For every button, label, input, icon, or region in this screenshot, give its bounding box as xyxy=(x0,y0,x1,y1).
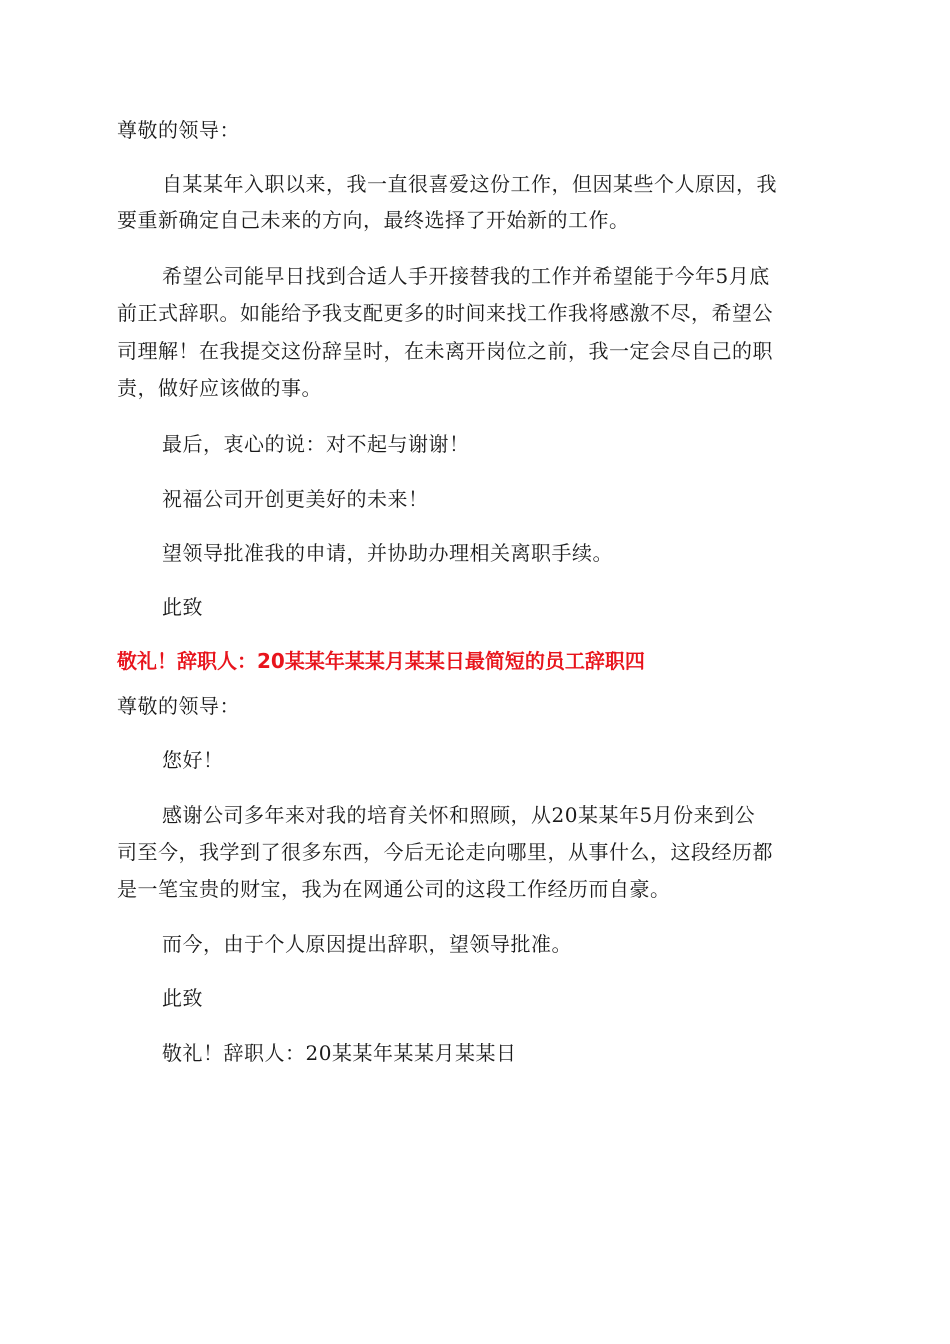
paragraph-line: 是一笔宝贵的财宝，我为在网通公司的这段工作经历而自豪。 xyxy=(117,877,671,901)
salutation: 尊敬的领导： xyxy=(117,118,240,142)
closing-text: 此致 xyxy=(162,986,203,1010)
paragraph-line: 司至今，我学到了很多东西，今后无论走向哪里，从事什么，这段经历都 xyxy=(117,840,773,864)
paragraph-line: 最后，衷心的说：对不起与谢谢！ xyxy=(162,432,470,456)
paragraph-line: 责，做好应该做的事。 xyxy=(117,376,322,400)
paragraph-line: 司理解！在我提交这份辞呈时，在未离开岗位之前，我一定会尽自己的职 xyxy=(117,339,773,363)
salutation: 尊敬的领导： xyxy=(117,694,240,718)
closing-text: 此致 xyxy=(162,595,203,619)
paragraph-line: 要重新确定自己未来的方向，最终选择了开始新的工作。 xyxy=(117,208,630,232)
paragraph-line: 感谢公司多年来对我的培育关怀和照顾，从20某某年5月份来到公 xyxy=(162,803,756,827)
paragraph-line: 望领导批准我的申请，并协助办理相关离职手续。 xyxy=(162,541,613,565)
paragraph-line: 自某某年入职以来，我一直很喜爱这份工作，但因某些个人原因，我 xyxy=(162,172,777,196)
paragraph-line: 前正式辞职。如能给予我支配更多的时间来找工作我将感激不尽，希望公 xyxy=(117,301,773,325)
section-heading: 敬礼！辞职人：20某某年某某月某某日最简短的员工辞职四 xyxy=(117,649,645,673)
paragraph-line: 祝福公司开创更美好的未来！ xyxy=(162,487,429,511)
signature-line: 敬礼！辞职人：20某某年某某月某某日 xyxy=(162,1041,517,1065)
paragraph-line: 而今，由于个人原因提出辞职，望领导批准。 xyxy=(162,932,572,956)
greeting: 您好！ xyxy=(162,748,224,772)
paragraph-line: 希望公司能早日找到合适人手开接替我的工作并希望能于今年5月底 xyxy=(162,264,770,288)
